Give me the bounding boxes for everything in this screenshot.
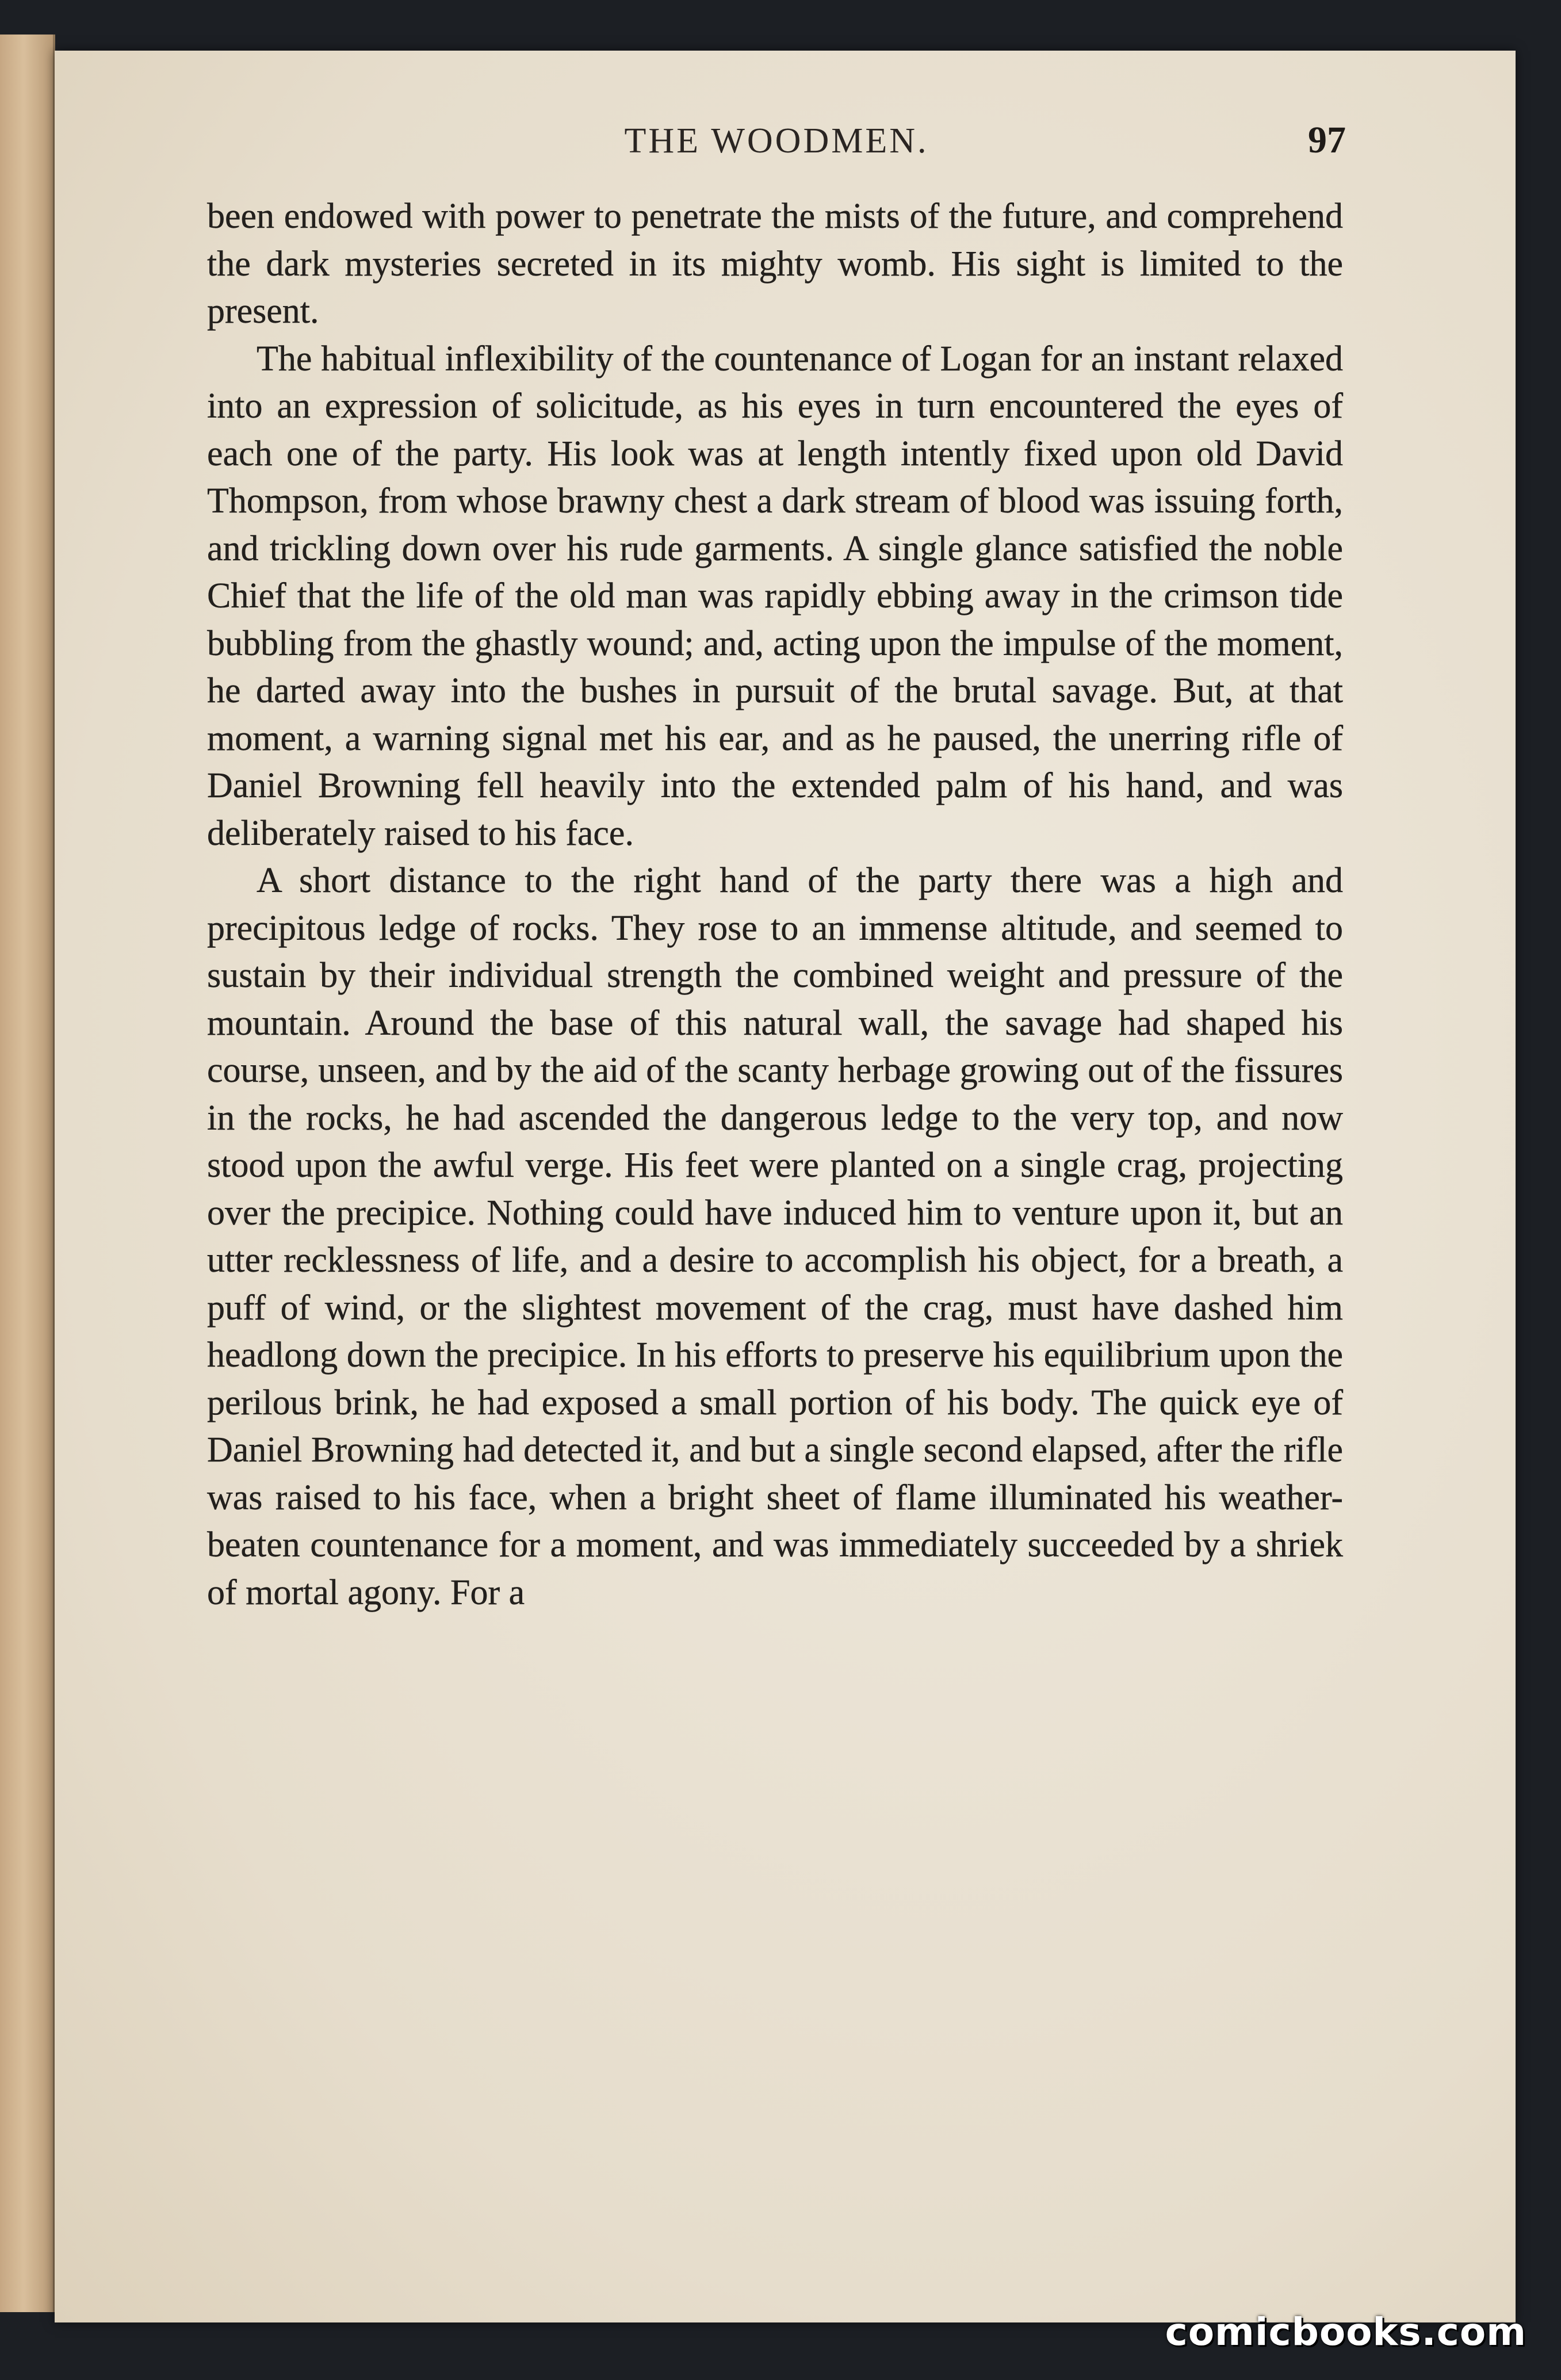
- page-header: [207, 121, 1346, 184]
- paragraph-ledge: A short distance to the right hand of the party there was a high and precipitous ledge of rocks. They rose to an immense altitude, and seemed to sustain by their individual strength the combined weight and pressure of the mountain. Around the base of this natural wall, the savage had shaped his course, unseen, and by the aid of the scanty herbage growing out of the fissures in the rocks, he had ascended the dangerous ledge to the very top, and now stood upon the awful verge. His feet were planted on a single crag, projecting over the precipice. Nothing could have induced him to venture upon it, but an utter recklessness of life, and a desire to accomplish his object, for a breath, a puff of wind, or the slightest movement of the crag, must have dashed him headlong down the precipice. In his efforts to preserve his equilibrium upon the perilous brink, he had exposed a small portion of his body. The quick eye of Daniel Browning had detected it, and but a single second elapsed, after the rifle was raised to his face, when a bright sheet of flame illuminated his weather-beaten countenance for a moment, and was immediately succeeded by a shriek of mortal agony. For a: [207, 861, 1343, 1612]
- page-number: 97: [1308, 119, 1346, 161]
- body-text: [207, 193, 1343, 2177]
- paragraph-continued: been endowed with power to penetrate the mists of the future, and comprehend the dark mysteries secreted in its mighty womb. His sight is limited to the present.: [207, 197, 1343, 331]
- watermark: comicbooks.com: [1165, 2310, 1526, 2354]
- running-head: THE WOODMEN.: [624, 121, 929, 160]
- left-page-edge: [0, 35, 55, 2312]
- paragraph-logan: The habitual inflexibility of the countenance of Logan for an instant relaxed into an expression of solicitude, as his eyes in turn encountered the eyes of each one of the party. His look was at length intently fixed upon old David Thompson, from whose brawny chest a dark stream of blood was issuing forth, and trickling down over his rude garments. A single glance satisfied the noble Chief that the life of the old man was rapidly ebbing away in the crimson tide bubbling from the ghastly wound; and, acting upon the impulse of the moment, he darted away into the bushes in pursuit of the brutal savage. But, at that moment, a warning signal met his ear, and as he paused, the unerring rifle of Daniel Browning fell heavily into the extended palm of his hand, and was deliberately raised to his face.: [207, 339, 1343, 853]
